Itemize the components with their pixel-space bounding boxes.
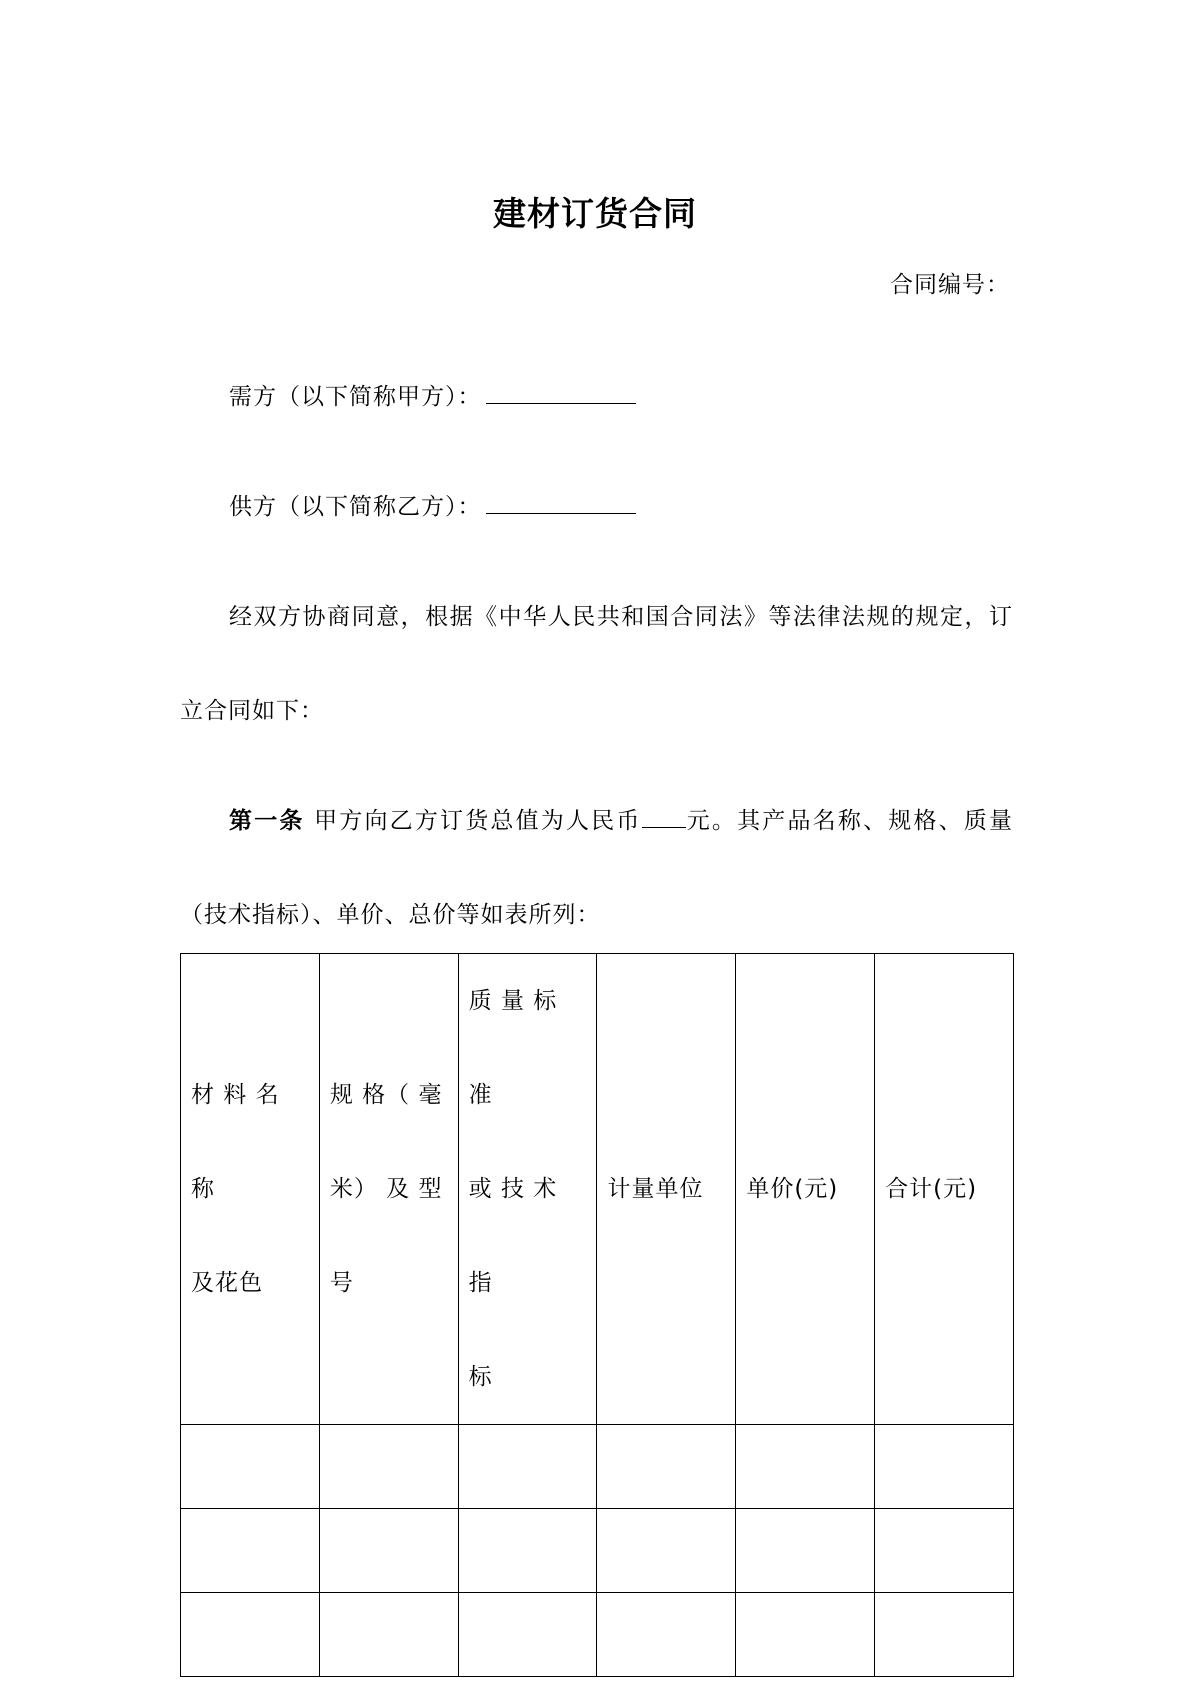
product-spec-table <box>180 953 1014 1677</box>
preamble-line-2: 立合同如下： <box>180 698 324 724</box>
seller-label: 供方（以下简称乙方）： <box>229 494 482 520</box>
table-cell[interactable] <box>875 1425 1014 1509</box>
table-cell[interactable] <box>597 1509 736 1593</box>
seller-line <box>229 488 636 521</box>
buyer-line <box>229 378 636 411</box>
buyer-label: 需方（以下简称甲方）： <box>229 384 482 410</box>
article1-amount-blank <box>642 807 686 828</box>
table-cell[interactable] <box>458 1509 597 1593</box>
table-cell[interactable] <box>736 1425 875 1509</box>
table-cell[interactable] <box>319 1593 458 1677</box>
table-cell[interactable] <box>875 1593 1014 1677</box>
article1-heading: 第一条 <box>229 808 305 834</box>
header-unit-price: 单价(元) <box>736 954 875 1425</box>
header-material-name-line-2: 及花色 <box>191 1270 263 1296</box>
header-material-name <box>181 954 320 1425</box>
buyer-blank <box>486 383 636 404</box>
seller-blank <box>486 493 636 514</box>
table-cell[interactable] <box>319 1509 458 1593</box>
table-cell[interactable] <box>597 1425 736 1509</box>
header-specification <box>319 954 458 1425</box>
table-row <box>181 1425 1014 1509</box>
table-cell[interactable] <box>597 1593 736 1677</box>
table-cell[interactable] <box>736 1509 875 1593</box>
table-row <box>181 1509 1014 1593</box>
article1-text-before: 甲方向乙方订货总值为人民币 <box>304 808 642 834</box>
table-cell[interactable] <box>458 1425 597 1509</box>
header-specification-line-1: 规 格（ 毫 <box>329 1082 443 1108</box>
document-title: 建材订货合同 <box>493 194 697 233</box>
header-specification-line-2: 米） 及 型 <box>329 1176 443 1202</box>
article1-text-after: 元。其产品名称、规格、质量 <box>685 808 1014 834</box>
table-header-row <box>181 954 1014 1425</box>
header-quality-line-1: 质 量 标 准 <box>468 988 558 1108</box>
header-specification-line-3: 号 <box>329 1270 354 1296</box>
header-total: 合计(元) <box>875 954 1014 1425</box>
table-cell[interactable] <box>181 1425 320 1509</box>
header-unit: 计量单位 <box>597 954 736 1425</box>
table-row <box>181 1593 1014 1677</box>
header-quality-line-3: 标 <box>468 1364 493 1390</box>
table-cell[interactable] <box>319 1425 458 1509</box>
table-cell[interactable] <box>181 1509 320 1593</box>
table-cell[interactable] <box>181 1593 320 1677</box>
contract-number-label: 合同编号： <box>890 272 1010 298</box>
preamble-line-1: 经双方协商同意，根据《中华人民共和国合同法》等法律法规的规定，订 <box>229 604 1013 630</box>
header-quality-line-2: 或 技 术 指 <box>468 1176 558 1296</box>
header-quality-standard <box>458 954 597 1425</box>
table-cell[interactable] <box>875 1509 1014 1593</box>
header-material-name-line-1: 材 料 名 称 <box>191 1082 280 1202</box>
table-cell[interactable] <box>736 1593 875 1677</box>
table-cell[interactable] <box>458 1593 597 1677</box>
article1-line-2: （技术指标）、单价、总价等如表所列： <box>180 902 601 928</box>
article1-line-1 <box>229 802 1013 835</box>
